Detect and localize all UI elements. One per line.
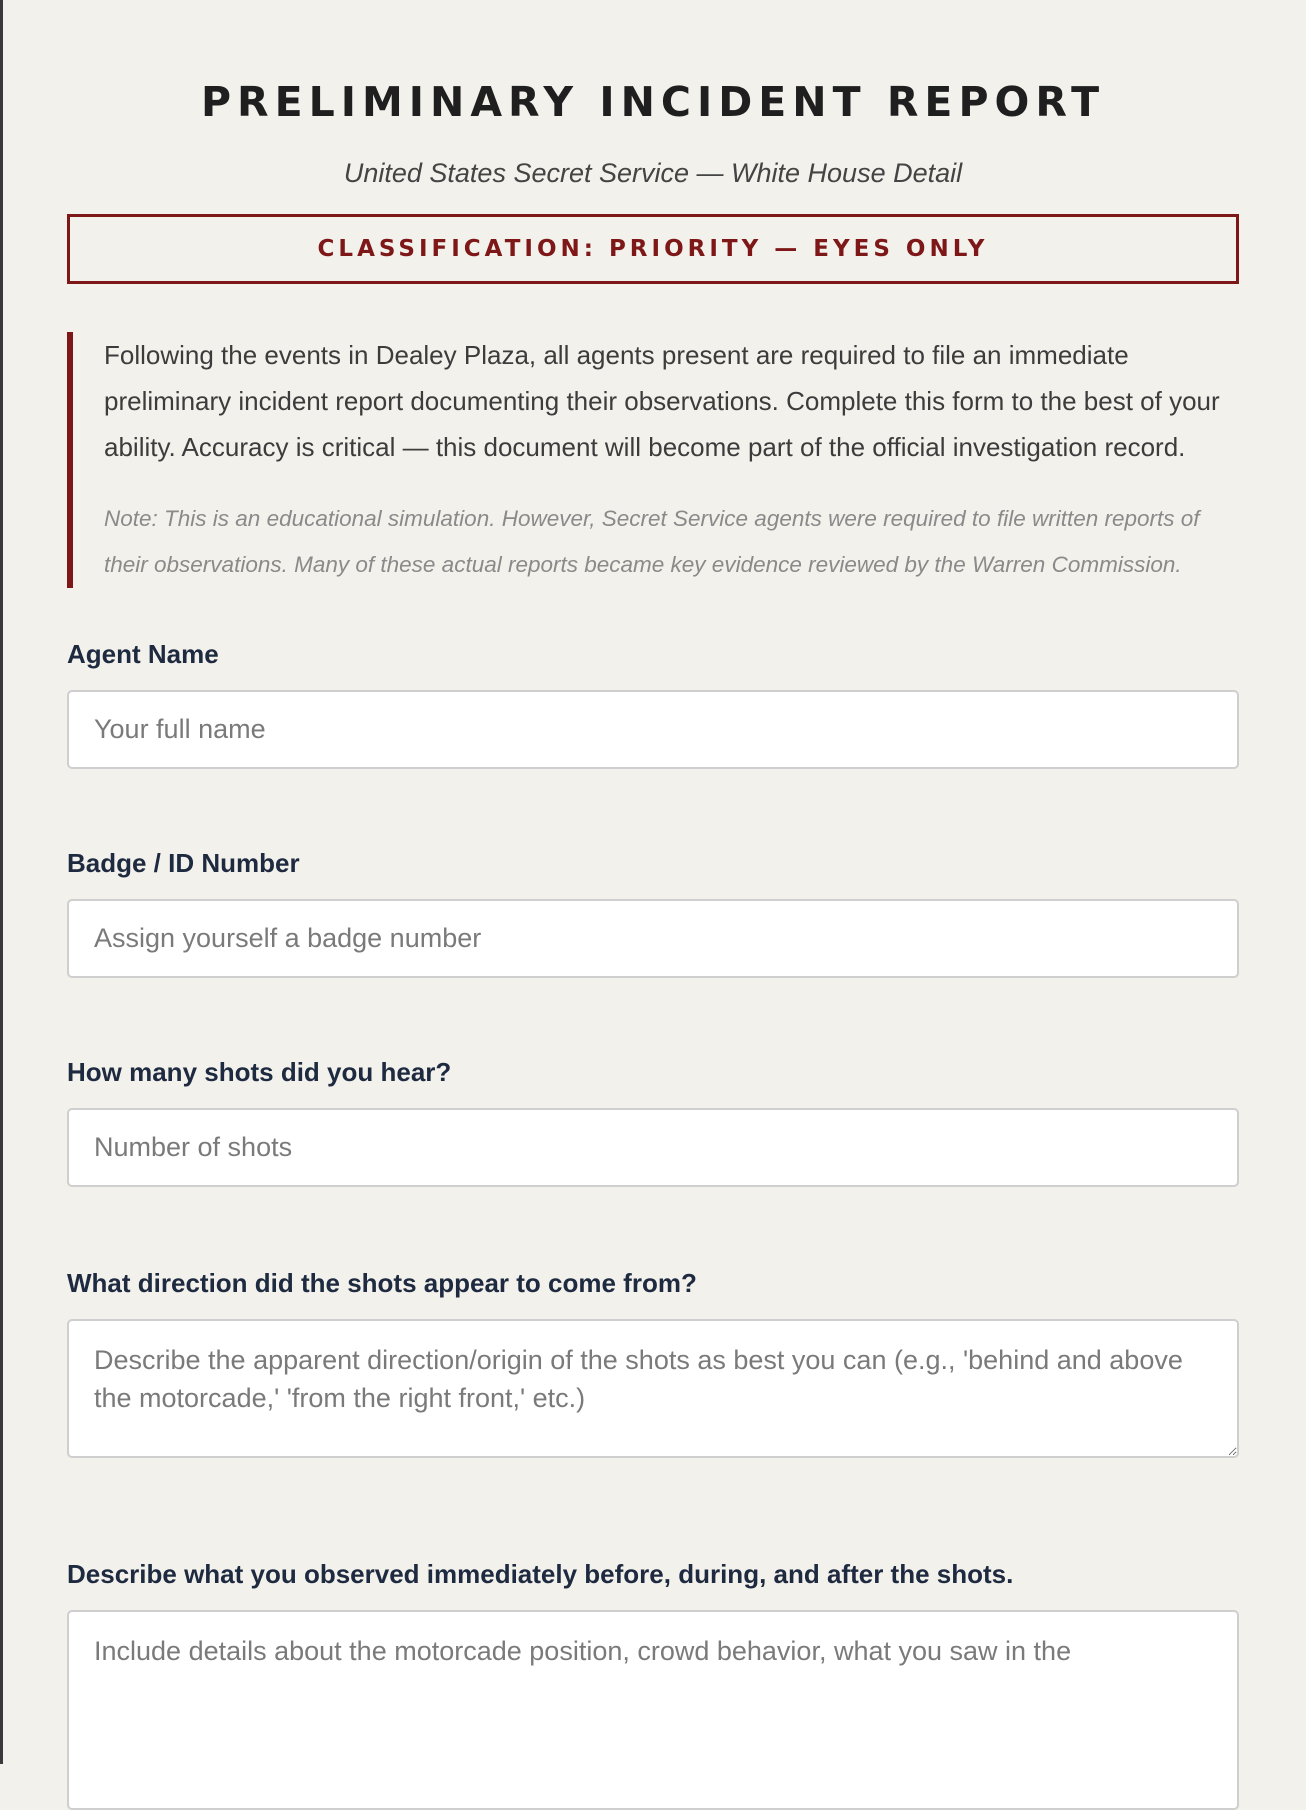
badge-input[interactable]: [67, 899, 1239, 978]
direction-label: What direction did the shots appear to come from?: [67, 1268, 697, 1298]
agent-name-input[interactable]: [67, 690, 1239, 769]
page-subtitle: United States Secret Service — White House Detail: [343, 158, 963, 188]
observations-label: Describe what you observed immediately before, during, and after the shots.: [67, 1559, 1014, 1589]
agent-name-label: Agent Name: [67, 639, 219, 669]
shots-count-input[interactable]: [67, 1108, 1239, 1187]
page-title: PRELIMINARY INCIDENT REPORT: [200, 78, 1106, 126]
incident-report-form: [67, 0, 1239, 1810]
instructions-text: Following the events in Dealey Plaza, all agents present are required to file an immediate preliminary incident report documenting their observations. Complete this form to the best of your ability. Accuracy is critical — this document will become part of the official investigation record.: [104, 340, 1220, 462]
classification-banner: [67, 214, 1239, 284]
observations-field-group: [67, 1558, 1239, 1810]
shots-field-group: [67, 1056, 1239, 1187]
window-left-edge: [0, 0, 3, 1764]
shots-label: How many shots did you hear?: [67, 1057, 452, 1087]
badge-label: Badge / ID Number: [67, 848, 300, 878]
direction-field-group: [67, 1267, 1239, 1458]
direction-textarea[interactable]: [67, 1319, 1239, 1458]
classification-text: CLASSIFICATION: PRIORITY — EYES ONLY: [317, 236, 989, 262]
instructions-notice: [67, 332, 1239, 588]
badge-field-group: [67, 847, 1239, 978]
observations-textarea[interactable]: [67, 1610, 1239, 1810]
agent-name-field-group: [67, 638, 1239, 769]
simulation-note: Note: This is an educational simulation. However, Secret Service agents were required to file written reports of their observations. Many of these actual reports became key evidence reviewed by the Warren Commission.: [104, 506, 1200, 577]
